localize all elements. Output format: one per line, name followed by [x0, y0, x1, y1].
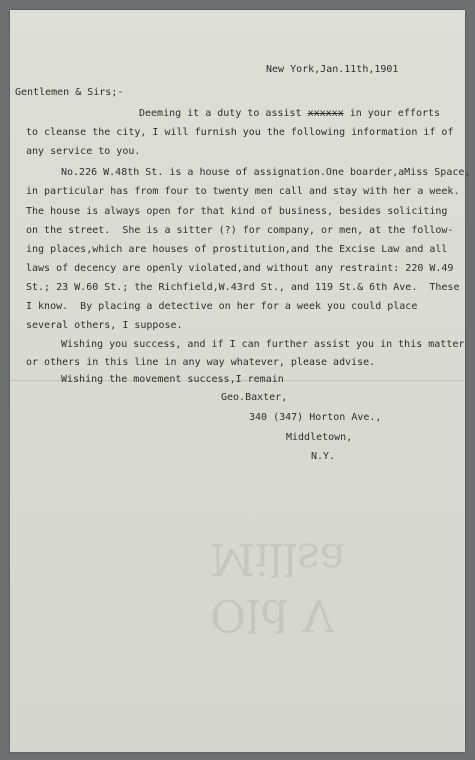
body-line-1-pre: Deeming it a duty to assist [139, 108, 308, 119]
body-line-4: No.226 W.48th St. is a house of assignation.One boarder,aMiss Space, [61, 167, 471, 178]
body-line-6: The house is always open for that kind of business, besides soliciting [26, 206, 448, 217]
signature-city: Middletown, [286, 432, 353, 443]
letter-page [10, 10, 471, 752]
letter-salutation: Gentlemen & Sirs;- [15, 87, 124, 98]
signature-state: N.Y. [311, 451, 336, 462]
body-line-14: or others in this line in any way whatever, please advise. [26, 357, 376, 368]
body-line-2: to cleanse the city, I will furnish you the following information if of [26, 127, 454, 138]
body-line-1 [139, 108, 440, 120]
signature-address: 340 (347) Horton Ave., [249, 412, 382, 423]
body-line-15: Wishing the movement success,I remain [61, 374, 284, 385]
body-line-7: on the street. She is a sitter (?) for company, or men, at the follow- [26, 225, 454, 236]
struck-text: xxxxxx [307, 108, 344, 119]
body-line-3: any service to you. [26, 146, 141, 157]
letter-dateline: New York,Jan.11th,1901 [266, 64, 399, 75]
signature-name: Geo.Baxter, [221, 392, 288, 403]
body-line-12: several others, I suppose. [26, 320, 183, 331]
body-line-9: laws of decency are openly violated,and without any restraint: 220 W.49 [26, 263, 454, 274]
body-line-1-post: in your efforts [343, 108, 441, 119]
body-line-5: in particular has from four to twenty men call and stay with her a week. [26, 186, 460, 197]
paper-watermark: Old V Millsa [210, 533, 347, 640]
body-line-10: St.; 23 W.60 St.; the Richfield,W.43rd St., and 119 St.& 6th Ave. These [26, 282, 460, 293]
body-line-11: I know. By placing a detective on her for a week you could place [26, 301, 418, 312]
body-line-13: Wishing you success, and if I can further assist you in this matter [61, 339, 465, 350]
body-line-8: ing places,which are houses of prostitution,and the Excise Law and all [26, 244, 448, 255]
